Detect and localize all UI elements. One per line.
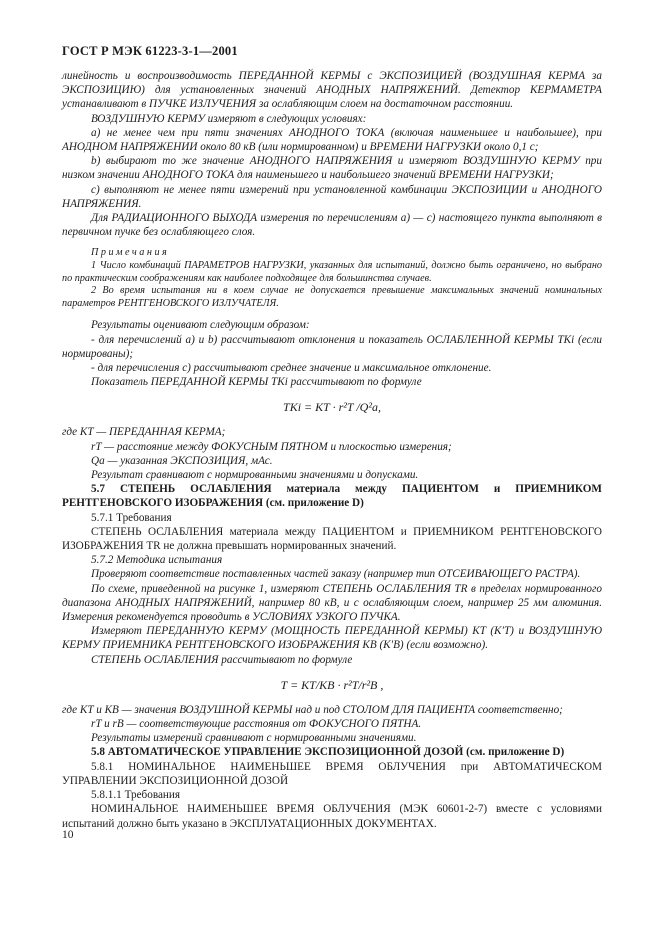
paragraph: ВОЗДУШНУЮ КЕРМУ измеряют в следующих условиях: bbox=[91, 112, 367, 125]
paragraph: СТЕПЕНЬ ОСЛАБЛЕНИЯ рассчитывают по формуле bbox=[91, 653, 353, 666]
definition: Qa — указанная ЭКСПОЗИЦИЯ, мАс. bbox=[91, 454, 273, 467]
list-item: a) не менее чем при пяти значениях АНОДНОГО ТОКА (включая наименьшее и наибольшее), при АНОДНОМ НАПРЯЖЕНИИ около 80 кВ (или нормированном) и ВРЕМЕНИ НАГРУЗКИ около 0,1 с; bbox=[62, 126, 602, 154]
document-body bbox=[62, 69, 602, 831]
section-heading: 5.7 СТЕПЕНЬ ОСЛАБЛЕНИЯ материала между ПАЦИЕНТОМ и ПРИЕМНИКОМ РЕНТГЕНОВСКОГО ИЗОБРАЖЕНИЯ (см. приложение D) bbox=[62, 483, 602, 510]
subsection-heading: 5.8.1 НОМИНАЛЬНОЕ НАИМЕНЬШЕЕ ВРЕМЯ ОБЛУЧЕНИЯ при АВТОМАТИЧЕСКОМ УПРАВЛЕНИИ ЭКСПОЗИЦИОННОЙ ДОЗОЙ bbox=[62, 760, 602, 787]
subsection-heading: 5.7.2 Методика испытания bbox=[91, 554, 223, 567]
list-item: b) выбирают то же значение АНОДНОГО НАПРЯЖЕНИЯ и измеряют ВОЗДУШНУЮ КЕРМУ при низком значении АНОДНОГО ТОКА для наименьшего и наибольшего значений ВРЕМЕНИ НАГРУЗКИ; bbox=[62, 155, 602, 182]
note-item: 2 Во время испытания ни в коем случае не допускается превышение максимальных значений номинальных параметров РЕНТГЕНОВСКОГО ИЗЛУЧАТЕЛЯ. bbox=[62, 285, 602, 309]
list-item: - для перечисления с) рассчитывают среднее значение и максимальное отклонение. bbox=[91, 362, 492, 375]
definition: где KT — ПЕРЕДАННАЯ КЕРМА; bbox=[62, 426, 226, 439]
list-item: - для перечислений а) и b) рассчитывают отклонения и показатель ОСЛАБЛЕННОЙ КЕРМЫ TKi (если нормированы); bbox=[62, 333, 602, 360]
paragraph: Для РАДИАЦИОННОГО ВЫХОДА измерения по перечислениям а) — с) настоящего пункта выполняют в первичном пучке без ослабляющего слоя. bbox=[62, 212, 602, 239]
paragraph: Результат сравнивают с нормированными значениями и допусками. bbox=[91, 469, 419, 482]
formula: T = KT/KB · r²T/r²B , bbox=[280, 677, 384, 692]
definition: rT — расстояние между ФОКУСНЫМ ПЯТНОМ и плоскостью измерения; bbox=[91, 440, 452, 453]
list-item: c) выполняют не менее пяти измерений при установленной комбинации ЭКСПОЗИЦИИ и АНОДНОГО НАПРЯЖЕНИЯ. bbox=[62, 183, 602, 210]
page-number: 10 bbox=[62, 829, 74, 841]
subsection-heading: 5.8.1.1 Требования bbox=[91, 789, 181, 802]
paragraph: НОМИНАЛЬНОЕ НАИМЕНЬШЕЕ ВРЕМЯ ОБЛУЧЕНИЯ (МЭК 60601-2-7) вместе с условиями испытаний должно быть указано в ЭКСПЛУАТАЦИОННЫХ ДОКУМЕНТАХ. bbox=[62, 803, 602, 830]
paragraph: По схеме, приведенной на рисунке 1, измеряют СТЕПЕНЬ ОСЛАБЛЕНИЯ TR в пределах нормированного диапазона АНОДНЫХ НАПРЯЖЕНИЙ, например 80 кВ, и с ослабляющим слоем, например 25 мм алюминия. Измерения рекомендуется проводить в УСЛОВИЯХ УЗКОГО ПУЧКА. bbox=[62, 582, 602, 624]
paragraph: Измеряют ПЕРЕДАННУЮ КЕРМУ (МОЩНОСТЬ ПЕРЕДАННОЙ КЕРМЫ) KT (K′T) и ВОЗДУШНУЮ КЕРМУ ПРИЕМНИКА РЕНТГЕНОВСКОГО ИЗОБРАЖЕНИЯ KB (K′B) (если возможно). bbox=[62, 625, 602, 652]
paragraph: Проверяют соответствие поставленных частей заказу (например тип ОТСЕИВАЮЩЕГО РАСТРА). bbox=[91, 568, 581, 581]
paragraph: Результаты измерений сравнивают с нормированными значениями. bbox=[91, 732, 417, 745]
paragraph: линейность и воспроизводимость ПЕРЕДАННОЙ КЕРМЫ с ЭКСПОЗИЦИЕЙ (ВОЗДУШНАЯ КЕРМА за ЭКСПОЗИЦИЮ) для установленных значений АНОДНЫХ НАПРЯЖЕНИЙ. Детектор КЕРМАМЕТРА устанавливают в ПУЧКЕ ИЗЛУЧЕНИЯ за ослабляющим слоем на достаточном расстоянии. bbox=[62, 70, 602, 111]
paragraph: Результаты оценивают следующим образом: bbox=[91, 319, 310, 332]
paragraph: Показатель ПЕРЕДАННОЙ КЕРМЫ TKi рассчитывают по формуле bbox=[91, 376, 422, 389]
note-item: 1 Число комбинаций ПАРАМЕТРОВ НАГРУЗКИ, указанных для испытаний, должно быть ограничено, но выбрано по практическим соображениям как наиболее подходящее для большинства случаев. bbox=[62, 260, 602, 284]
formula: TKi = KT · r²T /Q²a, bbox=[283, 400, 381, 415]
definition: где KT и KB — значения ВОЗДУШНОЙ КЕРМЫ над и под СТОЛОМ ДЛЯ ПАЦИЕНТА соответственно; bbox=[62, 703, 563, 716]
note-title: Примечания bbox=[91, 247, 170, 259]
definition: rT и rB — соответствующие расстояния от ФОКУСНОГО ПЯТНА. bbox=[91, 718, 422, 731]
subsection-heading: 5.7.1 Требования bbox=[91, 511, 172, 524]
section-heading: 5.8 АВТОМАТИЧЕСКОЕ УПРАВЛЕНИЕ ЭКСПОЗИЦИОННОЙ ДОЗОЙ (см. приложение D) bbox=[91, 746, 565, 759]
document-header: ГОСТ Р МЭК 61223-3-1—2001 bbox=[62, 44, 238, 58]
paragraph: СТЕПЕНЬ ОСЛАБЛЕНИЯ материала между ПАЦИЕНТОМ и ПРИЕМНИКОМ РЕНТГЕНОВСКОГО ИЗОБРАЖЕНИЯ TR не должна превышать нормированных значений. bbox=[62, 525, 602, 553]
